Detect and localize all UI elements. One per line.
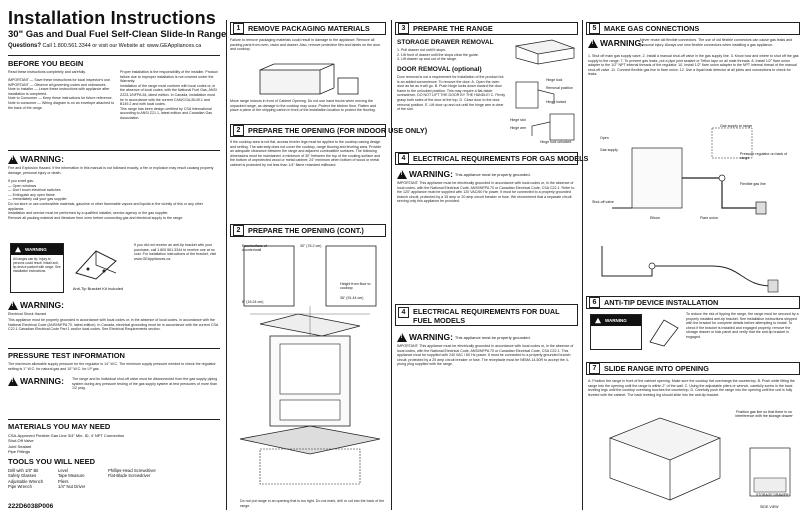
label-open: Open (600, 136, 609, 140)
section-title: PREPARE THE RANGE (413, 24, 493, 33)
anti-tip-bracket-illustration (70, 243, 122, 283)
door-removal-heading: DOOR REMOVAL (optional) (397, 66, 482, 73)
list-item: Tape Measure (58, 473, 85, 479)
section-3-header (395, 22, 578, 35)
fire-warning-label (8, 154, 64, 164)
tip-warning-header: ! WARNING (11, 244, 63, 255)
list-item: Pipe Fittings (8, 449, 31, 455)
pressure-warning-text: The range and its individual shut-off valve must be disconnected from the gas supply piping system during any pressure testing of the gas supply system at test pressures of more than 1/2 psig. (72, 377, 218, 391)
list-item: Flat-Blade Screwdriver (108, 473, 151, 479)
divider (8, 419, 220, 420)
anti-tip-warning-header: ! WARNING (591, 315, 641, 326)
tools-list (8, 468, 158, 490)
section-number: 3 (398, 23, 409, 34)
list-item: IMPORTANT — Save these instructions for local inspector's use. (8, 78, 111, 82)
section-2-footer: Do not put range in an opening that is too tight. Do not mark, drill or cut into the back of the range. (240, 499, 385, 508)
label-side-view: SIDE VIEW (760, 505, 779, 509)
label-hinge-unlocked: Hinge lock unlocked (540, 140, 572, 144)
section-title: MAKE GAS CONNECTIONS (604, 24, 700, 33)
page-title: Installation Instructions (8, 8, 217, 28)
drawer-illustration (512, 36, 578, 66)
gas-connection-warning-text: Never reuse old flexible connectors. The use of old flexible connectors can cause gas leaks and personal injury. Always use new flexible connectors when installing a gas appliance. (640, 38, 793, 47)
section-title: ANTI-TIP DEVICE INSTALLATION (604, 298, 719, 307)
list-item: This range has been design certified by CSA International according to ANSI Z21.1, latest edition and Canadian Gas Association. (120, 106, 213, 120)
label-flexible-gas-line: Flexible gas line (740, 182, 766, 186)
section-number: 7 (589, 363, 600, 374)
list-item: Adjustable Wrench (8, 478, 44, 484)
list-item: 1. Pull drawer out until it stops. (397, 48, 446, 52)
electric-warning-label (8, 300, 64, 310)
label-elbow: Elbow (650, 216, 660, 220)
list-item: Do not store or use combustible materials, gasoline or other flammable vapors and liquids in the vicinity of this or any other appliance. (8, 201, 203, 211)
column-divider-2 (391, 20, 392, 510)
label-hinge-lock: Hinge lock (546, 78, 563, 82)
label-hinge-arm: Hinge arm (510, 126, 527, 130)
document-code: 222D6038P006 (8, 503, 54, 510)
label-gas-supply-to-range: Gas supply to range (720, 124, 753, 128)
warning-text: This appliance must be properly grounded. (454, 334, 531, 340)
materials-heading: MATERIALS YOU MAY NEED (8, 422, 111, 431)
packaging-illustration (252, 64, 362, 98)
list-item: 2. Lift front of drawer until the stops clear the guide. (397, 52, 479, 57)
drawer-removal-heading: STORAGE DRAWER REMOVAL (397, 39, 494, 46)
slide-range-text: A. Position the range in front of the cabinet opening. Make sure the cooktop flat overhangs the countertop. B. Push while lifting the range into the opening until the range is within 2" of the wall. C. Using the adjustable pliers or wrench, carefully screw in the back leveling legs until the cooktop overhang touches the countertop. D. Carefully push the range into the opening until the unit is fully leveled with the cabinet. The back leveling leg should slide into the anti-tip bracket. (588, 379, 795, 397)
list-item: — Open windows (8, 183, 37, 188)
label-face-of-counter: Face/surface of counter/wall (242, 244, 267, 252)
label-shutoff-valve: Shut-off valve (592, 200, 614, 204)
pressure-test-heading: PRESSURE TEST INFORMATION (8, 351, 125, 360)
warning-text: This appliance must be properly grounded. (454, 171, 531, 177)
section-title: ELECTRICAL REQUIREMENTS FOR GAS MODELS (413, 154, 589, 163)
list-item: Pliers (58, 478, 69, 484)
warning-icon (588, 39, 598, 48)
warning-label: WARNING: (409, 169, 453, 179)
list-item: Remove all packing material and literature from oven before connecting gas and electrical supply to the range. (8, 215, 184, 220)
label-removal-position: Removal position (546, 86, 573, 90)
warning-icon (15, 247, 21, 252)
section-2-header (230, 124, 428, 137)
section-7-header (586, 362, 800, 375)
gas-electric-warning (397, 169, 531, 179)
warning-label: WARNING: (20, 154, 64, 164)
warning-icon (595, 318, 601, 323)
list-item: Level (58, 468, 69, 473)
list-item (108, 484, 158, 489)
section-title: SLIDE RANGE INTO OPENING (604, 364, 709, 373)
pressure-warning-label (8, 376, 64, 386)
label-hinge-slot: Hinge slot (510, 118, 526, 122)
questions-label: Questions? (8, 43, 42, 49)
list-item: IMPORTANT — Observe all governing codes and ordinances. (8, 82, 107, 87)
anti-tip-warning-box (590, 314, 642, 350)
electric-warning-text: This appliance must be properly grounded in accordance with local codes or, in the absence of local codes, in accordance with the National Electrical Code (ANSI/NFPA 70, latest edition). In Canada, electrical grounding must be in accordance with the current CSA C22.1 Canadian Electrical Code Part 1 and/or local codes. See Electrical Requirements section. (8, 318, 219, 332)
anti-tip-kit-label: Anti-Tip Bracket Kit Included (72, 286, 124, 291)
list-item: 1/4" Nut Driver (58, 484, 86, 490)
section-1-bottom-text: Move range indoors in front of Cabinet Opening. Do not use hand trucks when moving the unpacked range, as damage to the cooktop may occur. Protect the kitchen floor. Flatten and place a piece of the shipping carton in front of the installation location to protect the flooring. (230, 99, 377, 113)
list-item: Installation of the range must conform with local codes or, in the absence of local codes, with the National Fuel Gas, ANSI Z223.1/NFPA.54, latest edition. In Canada, installation must be in accordance with the current CAN/CGA-B149.1 and B149.2 and with local codes. (120, 83, 217, 107)
list-item: Note to Consumer — Keep these instructions for future reference. (8, 96, 113, 101)
anti-tip-device-illustration (646, 314, 682, 350)
dual-fuel-warning (397, 332, 531, 342)
pressure-test-text: The maximum allowable supply pressure for the regulator is 14" W.C. The minimum supply pressure needed to check the regulator setting is 1" W.C. for natural gas and 10" W.C. for LP gas. (8, 362, 216, 371)
slide-range-diagram (600, 408, 796, 506)
questions-text: Call 1.800.561.3344 or visit our Website at: www.GEAppliances.ca (42, 43, 202, 49)
section-1-header (230, 22, 386, 35)
section-title: PREPARE THE OPENING (CONT.) (248, 226, 364, 235)
anti-tip-text: To reduce the risk of tipping the range, the range must be secured by a properly installed anti-tip bracket. See installation instructions shipped with the bracket for complete details before attempting to install. To check if the bracket is installed and engaged properly, remove the storage drawer or kick panel and verify that the anti-tip bracket is engaged. (686, 312, 799, 339)
section-number: 4 (398, 153, 409, 164)
label-pressure-regulator: Pressure regulator on back of range (740, 152, 788, 160)
warning-label: WARNING: (20, 376, 64, 386)
before-begin-left-list (8, 78, 116, 146)
before-begin-intro: Read these instructions completely and carefully. (8, 70, 86, 74)
label-36in: 36" (91.44 cm) (340, 296, 364, 300)
label-6in: 6" (15.24 cm) (242, 300, 264, 304)
fire-warning-intro: Fire and Explosion Hazard. If the information in this manual is not followed exactly, a fire or explosion may result causing property damage, personal injury or death. (8, 166, 214, 175)
gas-connection-diagram (592, 118, 796, 228)
gas-connection-warning-label (588, 38, 644, 48)
divider (8, 55, 220, 56)
section-2-cont-header (230, 224, 386, 237)
label-30in: 30" (76.2 cm) (300, 244, 322, 248)
column-divider-3 (582, 20, 583, 510)
section-number: 2 (233, 125, 244, 136)
electric-warning-intro: Electrical Shock Hazard (8, 312, 47, 316)
column-divider-1 (226, 20, 227, 510)
door-removal-text: Door removal is not a requirement for installation of the product but is an added convenience. To remove the door: A. Open the oven door as far as it will go. B. Push hinge locks down toward the door frame to the unlocked position. This may require a flat-blade screwdriver. DO NOT LIFT THE DOOR BY THE HANDLE! C. Firmly grasp both sides of the door at the top. D. Close door to the door removal position. E. Lift door up and out until the hinge arm is clear of the slot. (397, 75, 506, 112)
list-item: Installation and service must be performed by a qualified installer, service agency or the gas supplier. (8, 211, 169, 216)
label-hinge-locked: Hinge locked (546, 100, 567, 104)
section-1-text: Failure to remove packaging materials could result in damage to the appliance. Remove all packing parts from oven, racks and drawer. Also, remove protective film and labels on the door and cooktop. (230, 38, 381, 52)
section-2-text: If the cooktop area is not flat, access leveler legs must be applied to the cooktop casing design and setting. The warranty does not cover the cooktop, range flooring and leveling area. Provide an adequate clearance between the range and adjacent combustible surfaces. The following dimensions must be maintained: a minimum of 30" between the top of the cooking surface and the bottom of unprotected wood or metal cabinet; 24" minimum when bottom of wood or metal cabinet is protected by not less than 1/4" flame retardant millboard. (230, 140, 382, 167)
list-item: — Immediately call your gas supplier (8, 197, 67, 202)
warning-label: WARNING: (20, 300, 64, 310)
tip-warning-text: All ranges can tip. Injury to persons could result. Install anti-tip device packed with range. See installation instructions. (13, 257, 61, 273)
list-item: Note to consumer — Wiring diagram is on an envelope attached to the back of the range. (8, 100, 115, 110)
label-gas-line-position: Position gas line so that there is no interference with the storage drawer (735, 410, 793, 418)
list-item: CSA-Approved Flexible Gas Line 3/4" Min. ID, 4' NPT Connection (8, 433, 125, 438)
label-gas-supply: Gas supply (600, 148, 618, 152)
warning-icon (397, 170, 407, 179)
tip-warning-box (10, 243, 64, 293)
warning-label: WARNING: (600, 38, 644, 48)
section-title: REMOVE PACKAGING MATERIALS (248, 24, 370, 33)
materials-list (8, 433, 220, 455)
shutoff-valve-diagram (592, 236, 796, 294)
list-item: — Don't touch electrical switches (8, 188, 61, 193)
list-item: Drill with 1/8" Bit (8, 468, 39, 473)
list-item: Shut-Off Valve (8, 438, 34, 444)
section-number: 1 (233, 23, 244, 34)
section-number: 2 (233, 225, 244, 236)
section-5-header (586, 22, 800, 35)
divider (8, 348, 220, 349)
list-item: — Extinguish any open flame (8, 192, 55, 197)
section-title: ELECTRICAL REQUIREMENTS FOR DUAL FUEL MODELS (413, 307, 560, 325)
before-begin-right-list (120, 70, 220, 146)
questions-line (8, 43, 201, 49)
section-4-text: IMPORTANT: This appliance must be electrically grounded in accordance with local codes or, in the absence of local codes, with the National Electrical Code, ANSI/NFPA 70 or Canadian Electrical Code, CSA C22.1. Refer to the 120" appliance must be supplied with 120 VAC/60 Hz power. It must be connected to a properly grounded branch circuit, protected by a 15 amp or 20 amp circuit breaker or fuse. We recommend that a separate circuit serving only this appliance be provided. (397, 181, 575, 204)
list-item: Safety Glasses (8, 473, 37, 479)
label-storage-drawer: STORAGE DRAWER (756, 493, 789, 497)
anti-tip-side-text: If you did not receive an anti-tip bracket with your purchase, call 1.800.561.3344 to receive one at no cost. For installation instructions of the bracket, visit www.GEAppliances.ca. (134, 243, 217, 261)
label-flare-union: Flare union (700, 216, 718, 220)
tools-heading: TOOLS YOU WILL NEED (8, 457, 96, 466)
before-begin-heading: BEFORE YOU BEGIN (8, 59, 84, 68)
list-item: If you smell gas: (8, 179, 34, 183)
list-item: Pipe Wrench (8, 484, 32, 490)
drawer-steps (397, 48, 507, 62)
section-number: 4 (398, 307, 409, 318)
section-title: PREPARE THE OPENING (FOR INDOOR USE ONLY) (248, 126, 428, 135)
section-6-header (586, 296, 800, 309)
page-subtitle: 30" Gas and Dual Fuel Self-Clean Slide-In Range (8, 29, 227, 40)
list-item: Phillips-Head Screwdriver (108, 468, 156, 473)
warning-icon (8, 301, 18, 310)
fire-warning-list (8, 179, 220, 235)
warning-icon (397, 333, 407, 342)
list-item: Note to Installer — Leave these instructions with appliance after installation is completed. (8, 87, 110, 96)
section-number: 6 (589, 297, 600, 308)
list-item: Joint Sealant (8, 443, 32, 449)
label-height-floor: Height from floor to cooktop (340, 282, 371, 290)
section-number: 5 (589, 23, 600, 34)
warning-icon (8, 155, 18, 164)
section-4-header (395, 152, 589, 165)
warning-label: WARNING: (409, 332, 453, 342)
gas-connection-steps: 1. Shut off main gas supply valve. 2. Install a manual shut-off valve in the gas supply line. 3. Know how and where to shut off the gas supply to the range. 7. To prevent gas leaks, put a pipe joint sealant or Teflon tape on all male threads. 8. Install 1/2" flare union adapter to the 1/2" NPT internal threads of the regulator. 10. Install 1/2" flare union adapter to the NPT internal thread of the manual shut-off valve. 11. Connect flexible gas line to flare union. 12. Use a liquid leak detector at all joints and connections to check for leaks. (588, 54, 799, 77)
section-4b-header (395, 304, 578, 326)
section-4b-text: IMPORTANT: This appliance must be electrically grounded in accordance with local codes or, in the absence of local codes, with the National Electrical Code, ANSI/NFPA 70 or Canadian Electrical Code, CSA C22.1. This appliance must be supplied with 240 VAC / 60 Hz power. It must be connected to a properly grounded branch circuit, protected by a 25 amp circuit breaker or fuse. The receptacle must be NEMA 14-50R to accept the 4-prong plug supplied with the range. (397, 344, 574, 367)
warning-icon (8, 377, 18, 386)
divider (8, 150, 220, 151)
list-item: 3. Lift drawer up and out of the range. (397, 57, 457, 62)
list-item: Proper installation is the responsibility of the installer. Product failure due to improper installation is not covered under the Warranty. (120, 70, 218, 84)
